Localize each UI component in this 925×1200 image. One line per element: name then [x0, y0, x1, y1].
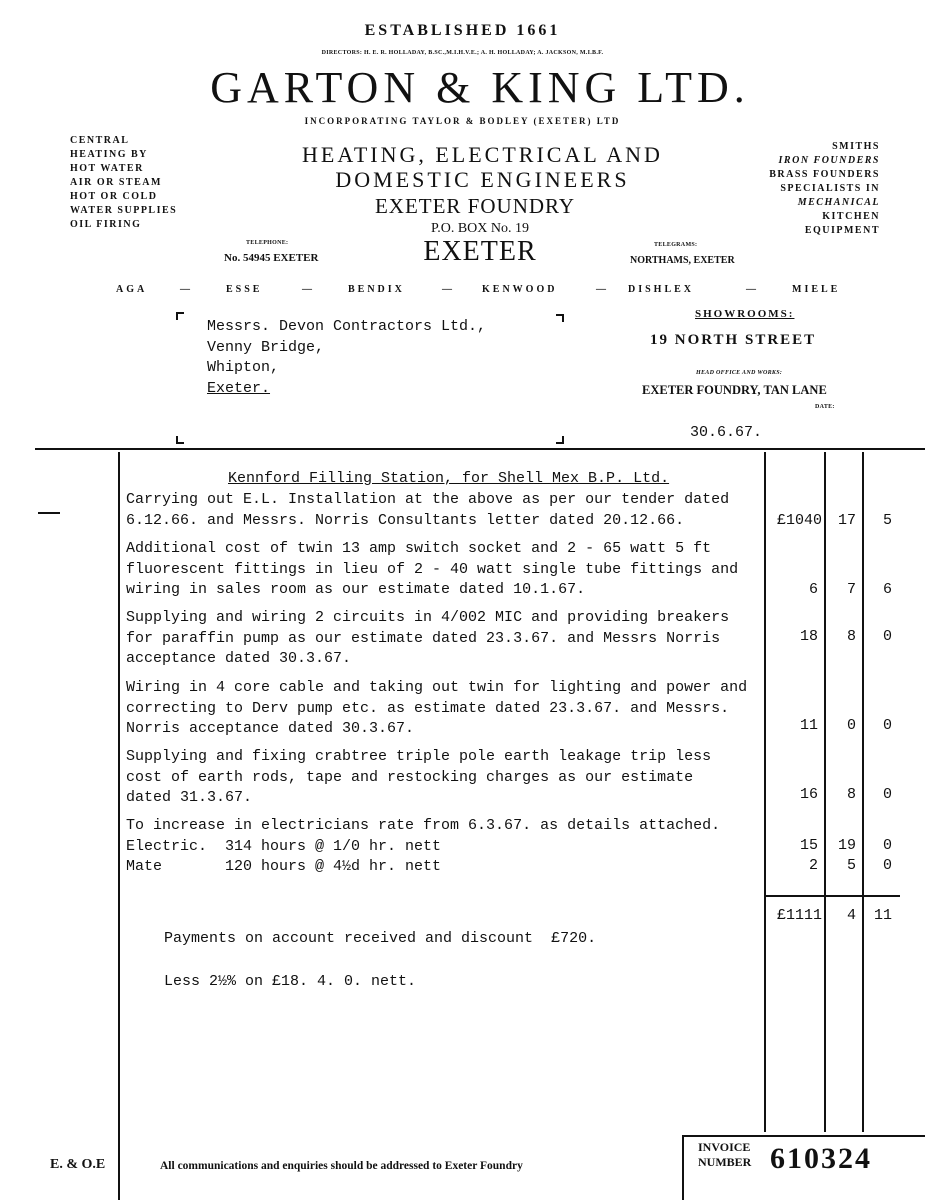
total-pence: 11 — [873, 907, 892, 924]
line-item: Carrying out E.L. Installation at the above as per our tender dated 6.12.66. and Messrs. Norris Consultants letter dated 20.12.66. — [126, 491, 730, 529]
telephone-label: TELEPHONE: — [246, 240, 289, 246]
invoice-box-top — [682, 1135, 925, 1137]
item-shillings: 5 — [846, 857, 856, 874]
line-item: Wiring in 4 core cable and taking out twin for lighting and power and correcting to Derv pump etc. as estimate dated 23.3.67. and Messrs. Norris acceptance dated 30.3.67. — [126, 679, 748, 737]
brand-name: BENDIX — [348, 284, 405, 295]
head-office-label: HEAD OFFICE AND WORKS: — [696, 370, 783, 376]
brands-row — [116, 284, 856, 298]
address-line: Exeter. — [207, 379, 271, 397]
service-line: EQUIPMENT — [804, 225, 880, 236]
service-line: WATER SUPPLIES — [70, 205, 178, 216]
invoice-label-line: INVOICE — [698, 1140, 751, 1154]
brand-separator: — — [302, 284, 315, 295]
brand-name: AGA — [116, 284, 148, 295]
errors-omissions-mark: E. & O.E — [50, 1157, 106, 1172]
item-shillings: 8 — [846, 628, 856, 645]
brand-separator: — — [442, 284, 455, 295]
item-pence: 0 — [882, 628, 892, 645]
item-pence: 0 — [882, 786, 892, 803]
item-pounds: 11 — [799, 717, 818, 734]
brand-name: DISHLEX — [628, 284, 695, 295]
invoice-date: 30.6.67. — [690, 424, 763, 441]
city-line: EXETER — [423, 236, 537, 267]
total-rule — [764, 895, 900, 897]
service-line: HOT WATER — [70, 163, 144, 174]
showrooms-label: SHOWROOMS: — [695, 308, 795, 320]
service-line: AIR OR STEAM — [70, 177, 162, 188]
date-label: DATE: — [815, 404, 835, 410]
invoice-number-label — [698, 1140, 751, 1170]
invoice-number: 610324 — [770, 1142, 872, 1175]
item-pounds: 16 — [799, 786, 818, 803]
item-shillings: 19 — [837, 837, 856, 854]
po-box: P.O. BOX No. 19 — [430, 221, 529, 236]
telephone-number: No. 54945 EXETER — [224, 252, 319, 264]
directors-line: DIRECTORS: H. E. R. HOLLADAY, B.SC.,M.I.H.V.E.; A. H. HOLLADAY; A. JACKSON, M.I.B.F. — [321, 50, 604, 56]
fold-mark — [38, 512, 60, 514]
job-heading: Kennford Filling Station, for Shell Mex B.P. Ltd. — [228, 470, 670, 487]
showrooms-street: 19 NORTH STREET — [650, 332, 817, 348]
discount-note: Less 2½% on £18. 4. 0. nett. — [164, 973, 417, 990]
recipient-address — [207, 317, 486, 399]
item-pence: 6 — [882, 581, 892, 598]
item-pounds: 15 — [799, 837, 818, 854]
head-office-address: EXETER FOUNDRY, TAN LANE — [642, 383, 827, 397]
item-pence: 0 — [882, 857, 892, 874]
address-line: Messrs. Devon Contractors Ltd., — [207, 318, 487, 335]
service-line: SMITHS — [832, 141, 880, 152]
address-corner-mark — [176, 436, 184, 444]
item-pence: 0 — [882, 717, 892, 734]
company-name: GARTON & KING LTD. — [210, 63, 750, 112]
item-shillings: 8 — [846, 786, 856, 803]
invoice-label-line: NUMBER — [698, 1155, 752, 1169]
item-shillings: 7 — [846, 581, 856, 598]
line-item: Additional cost of twin 13 amp switch socket and 2 - 65 watt 5 ft fluorescent fittings in lieu of 2 - 40 watt single tube fittings and wiring in sales room as our estimate dated 10.1.67. — [126, 540, 739, 598]
brand-separator: — — [596, 284, 609, 295]
item-pounds: 6 — [808, 581, 818, 598]
service-line: KITCHEN — [822, 211, 880, 222]
item-pounds: 18 — [799, 628, 818, 645]
service-line: IRON FOUNDERS — [778, 155, 880, 166]
address-corner-mark — [556, 436, 564, 444]
foundry-line: EXETER FOUNDRY — [374, 194, 576, 218]
service-line: BRASS FOUNDERS — [769, 169, 880, 180]
item-shillings: 0 — [846, 717, 856, 734]
service-line: CENTRAL — [70, 135, 130, 146]
service-line: SPECIALISTS IN — [780, 183, 880, 194]
telegrams-label: TELEGRAMS: — [654, 242, 698, 248]
brand-name: KENWOOD — [482, 284, 558, 295]
item-pounds: 2 — [808, 857, 818, 874]
invoice-box-left — [682, 1135, 684, 1200]
brand-name: ESSE — [226, 284, 263, 295]
table-top-rule — [35, 448, 925, 450]
total-pounds: £1111 — [776, 907, 822, 924]
established-line: ESTABLISHED 1661 — [364, 22, 561, 39]
service-line: HOT OR COLD — [70, 191, 158, 202]
service-line: OIL FIRING — [70, 219, 142, 230]
total-shillings: 4 — [846, 907, 856, 924]
line-item: To increase in electricians rate from 6.3.67. as details attached. Electric. 314 hours @ 1/0 hr. nett Mate 120 hours @ 4½d hr. nett — [126, 817, 721, 875]
payments-note: Payments on account received and discount £720. — [164, 930, 597, 947]
brand-separator: — — [746, 284, 759, 295]
line-item: Supplying and wiring 2 circuits in 4/002 MIC and providing breakers for paraffin pump as our estimate dated 23.3.67. and Messrs Norris acceptance dated 30.3.67. — [126, 609, 730, 667]
item-shillings: 17 — [837, 512, 856, 529]
address-corner-mark — [176, 312, 184, 320]
address-line: Whipton, — [207, 359, 280, 376]
brand-separator: — — [180, 284, 193, 295]
service-line: HEATING BY — [70, 149, 148, 160]
line-item: Supplying and fixing crabtree triple pole earth leakage trip less cost of earth rods, tape and restocking charges as our estimate dated 31.3.67. — [126, 748, 712, 806]
item-pounds: £1040 — [776, 512, 822, 529]
brand-name: MIELE — [792, 284, 841, 295]
telegrams-address: NORTHAMS, EXETER — [630, 255, 735, 266]
incorporating-line: INCORPORATING TAYLOR & BODLEY (EXETER) LTD — [304, 116, 621, 126]
address-line: Venny Bridge, — [207, 338, 325, 356]
table-left-rule — [118, 452, 120, 1200]
item-pence: 0 — [882, 837, 892, 854]
address-corner-mark — [556, 314, 564, 322]
headline-1: HEATING, ELECTRICAL AND — [302, 142, 663, 167]
item-pence: 5 — [882, 512, 892, 529]
headline-2: DOMESTIC ENGINEERS — [335, 167, 630, 192]
communications-note: All communications and enquiries should be addressed to Exeter Foundry — [160, 1160, 523, 1172]
service-line: MECHANICAL — [797, 197, 880, 208]
